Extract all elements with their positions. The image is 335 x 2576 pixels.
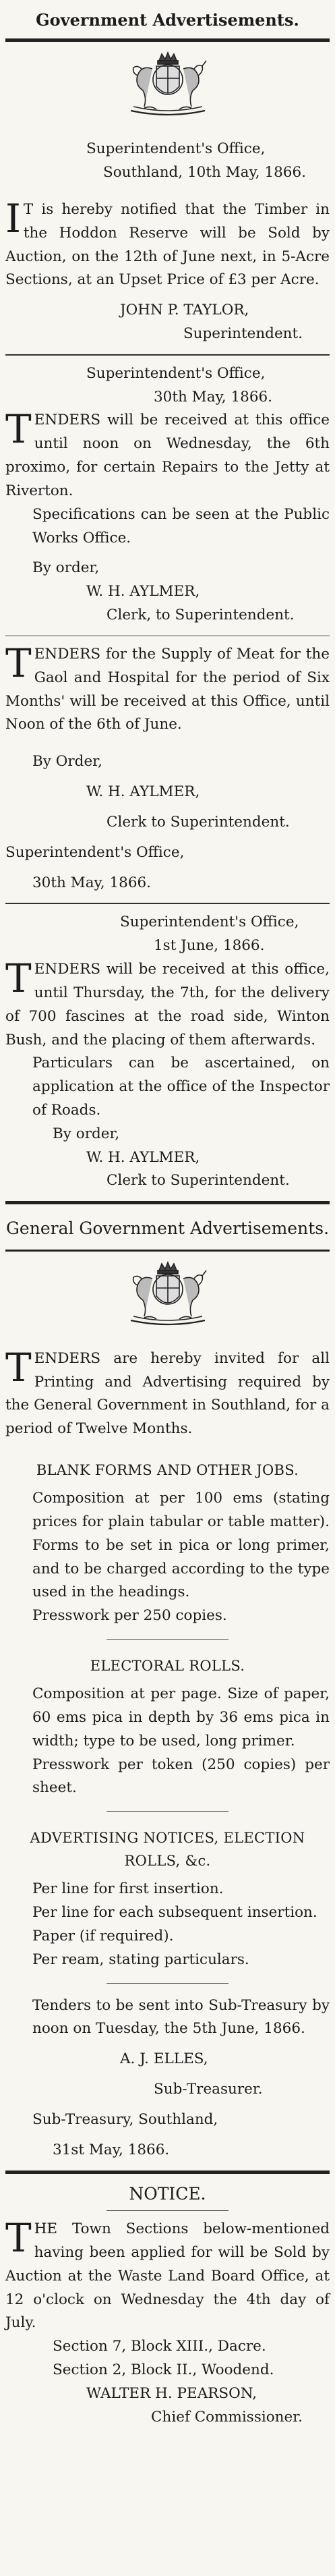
by-order: By order, [32,559,100,577]
advert-town-sections [5,2215,330,2437]
date-line: 30th May, 1866. [32,874,152,891]
advert-body [5,2215,330,2335]
short-divider [106,1983,229,1984]
signer-title: Chief Commissioner. [151,2408,303,2426]
presswork-line: Presswork per 250 copies. [32,1607,227,1625]
office-line: Superintendent's Office, [86,364,266,382]
advert-meat-supply [5,636,330,903]
advert-timber-auction [5,131,330,354]
section-heading-general-government: General Government Advertisements. [5,1219,330,1239]
drop-cap: I [5,195,21,242]
signer-name: A. J. ELLES, [120,2050,208,2068]
crest-graphic [117,49,218,121]
short-divider [106,2210,229,2211]
body-text: ENDERS for the Supply of Meat for the Gaol and Hospital for the period of Six Months' will be received at this Office, until Noon of the 6th of June. [5,645,330,733]
advert-body [5,1344,330,1441]
by-order: By Order, [32,753,102,771]
drop-cap: T [5,640,32,686]
presswork-line: Presswork per token (250 copies) per sheet. [32,1756,330,1797]
signer-title: Clerk to Superintendent. [106,813,290,831]
date-line: 31st May, 1866. [53,2141,170,2158]
body-text: HE Town Sections below-mentioned having been applied for will be Sold by Auction at the Waste Land Board Office, at 12 o'clock on Wednesday the 4th day of July. [5,2220,330,2332]
signer-title: Clerk, to Superintendent. [106,607,295,624]
royal-crest-icon [5,1252,330,1341]
body-text: ENDERS are hereby invited for all Printing and Advertising required by the General Government in Southland, for a period of Twelve Months. [5,1349,330,1438]
date-line: Southland, 10th May, 1866. [103,164,306,181]
body-text: T is hereby notified that the Timber in the Hoddon Reserve will be Sold by Auction, on the 12th of June next, in 5-Acre Sections, at an Upset Price of £3 per Acre. [5,200,330,289]
section-item: Section 7, Block XIII., Dacre. [53,2338,266,2355]
date-line: 30th May, 1866. [154,388,273,405]
office-line: Superintendent's Office, [86,140,266,158]
list-item: Per line for first insertion. [32,1880,224,1898]
royal-crest-icon [5,42,330,131]
body-text: ENDERS will be received at this office until noon on Wednesday, the 6th proximo, for certain Repairs to the Jetty at Riverton. [5,412,330,499]
body-text: ENDERS will be received at this office, until Thursday, the 7th, for the delivery of 700 fascines at the road side, Winton Bush, and the placing of them afterwards. [5,961,330,1048]
advertising-heading-line2: ROLLS, &c. [124,1853,211,1870]
signer-title: Clerk to Superintendent. [106,1172,290,1189]
by-order: By order, [53,1125,120,1142]
blank-forms-body: Composition at per 100 ems (stating prices for plain tabular or table matter). Forms to be set in pica or long primer, and to be charged according to the type used in the headings. [32,1490,330,1601]
particulars-text: Particulars can be ascertained, on application at the office of the Inspector of Roads. [32,1055,330,1119]
office-line: Superintendent's Office, [120,914,299,931]
signer-name: W. H. AYLMER, [86,1148,200,1166]
advert-jetty-repairs [5,356,330,636]
tenders-sent-text: Tenders to be sent into Sub-Treasury by noon on Tuesday, the 5th June, 1866. [32,1996,330,2038]
list-item: Per ream, stating particulars. [32,1951,249,1968]
signer-title: Sub-Treasurer. [154,2081,263,2098]
section-heading-government: Government Advertisements. [36,10,299,30]
drop-cap: T [5,1344,32,1391]
advert-body [5,195,330,292]
signer-name: W. H. AYLMER, [86,783,200,801]
signer-name: JOHN P. TAYLOR, [120,302,249,319]
list-item: Paper (if required). [32,1927,174,1944]
advert-fascines [5,904,330,1201]
electoral-rolls-heading: ELECTORAL ROLLS. [90,1658,245,1675]
drop-cap: T [5,406,32,453]
section-item: Section 2, Block II., Woodend. [53,2361,274,2379]
specifications-text: Specifications can be seen at the Public Works Office. [32,505,330,547]
drop-cap: T [5,955,32,1002]
advert-body [5,406,330,503]
advert-body [5,640,330,737]
signer-name: W. H. AYLMER, [86,583,200,600]
notice-heading: NOTICE. [129,2183,206,2204]
electoral-rolls-body: Composition at per page. Size of paper, 60 ems pica in depth by 36 ems pica in width; type to be used, long primer. [32,1685,330,1749]
date-line: 1st June, 1866. [154,937,265,955]
advert-body [5,955,330,1052]
advert-printing-tenders [5,1341,330,2171]
blank-forms-heading: BLANK FORMS AND OTHER JOBS. [36,1462,299,1479]
short-divider [106,1811,229,1812]
office-line: Superintendent's Office, [5,843,185,861]
signer-name-text: WALTER H. PEARSON, [86,2384,257,2402]
short-divider [106,1639,229,1640]
drop-cap: T [5,2215,32,2262]
office-line: Sub-Treasury, Southland, [32,2110,218,2128]
signer-title: Superintendent. [183,325,303,342]
signer-name [5,2382,330,2406]
crest-graphic [117,1258,218,1331]
list-item: Per line for each subsequent insertion. [32,1904,317,1922]
advertising-heading: ADVERTISING NOTICES, ELECTION [30,1830,305,1847]
